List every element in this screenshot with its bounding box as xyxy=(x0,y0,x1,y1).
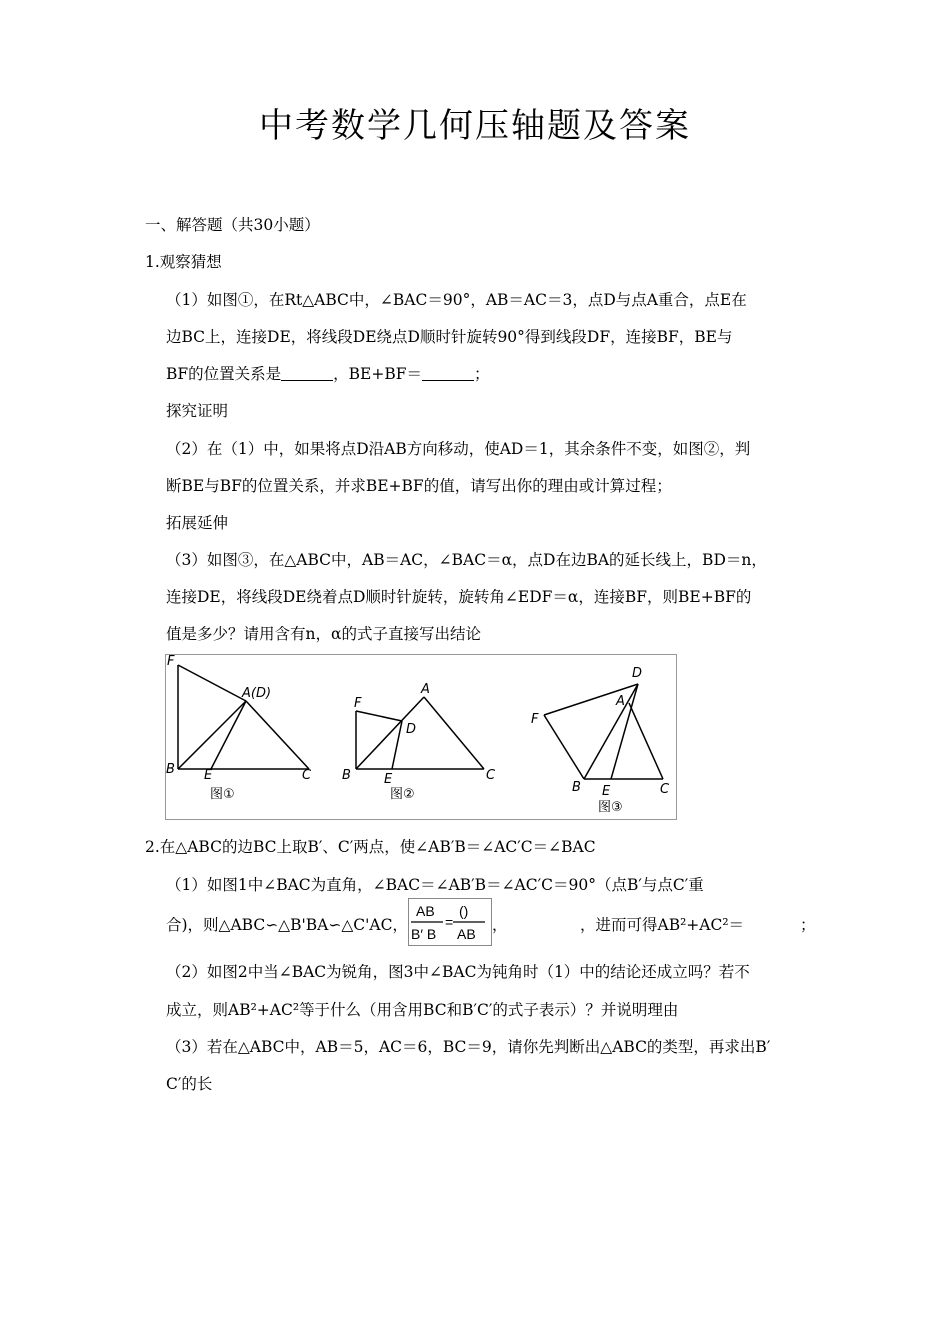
fig2-label: C xyxy=(486,768,496,783)
fig2-label: A xyxy=(421,682,430,697)
question-2-heading: 2.在△ABC的边BC上取B′、C′两点，使∠AB′B＝∠AC′C＝∠BAC xyxy=(145,838,596,856)
q1-part1-line3 xyxy=(166,362,490,384)
fig3-label: F xyxy=(531,712,539,727)
q2-part3-line1: （3）若在△ABC中，AB＝5，AC＝6，BC＝9，请你先判断出△ABC的类型，再求出B′ xyxy=(166,1038,771,1056)
figures-svg xyxy=(166,655,676,819)
figure-2 xyxy=(356,697,484,769)
fig1-caption: 图① xyxy=(210,787,235,802)
q2-part1-line1: （1）如图1中∠BAC为直角，∠BAC＝∠AB′B＝∠AC′C＝90°（点B′与点C′重 xyxy=(166,876,704,894)
fig1-label: B xyxy=(166,762,175,777)
fig3-label: A xyxy=(616,694,625,709)
fraction-denominator-right: AB xyxy=(457,926,476,942)
question-1-heading: 1.观察猜想 xyxy=(145,253,222,271)
fig2-caption: 图② xyxy=(390,787,415,802)
answer-blank-1[interactable] xyxy=(281,366,333,381)
figure-3 xyxy=(544,684,663,779)
fig1-label: E xyxy=(204,768,213,783)
q2-part1-line2-end: ， xyxy=(492,916,508,934)
fig2-segment-fd xyxy=(356,711,402,721)
fig3-caption: 图③ xyxy=(598,800,623,815)
q2-part2-line1: （2）如图2中当∠BAC为锐角，图3中∠BAC为钝角时（1）中的结论还成立吗？若不 xyxy=(166,963,750,981)
fig3-segment-ac xyxy=(629,703,663,779)
fig1-segment-ac xyxy=(246,701,309,769)
fig1-label: C xyxy=(302,768,312,783)
fraction-denominator-left: B′ B xyxy=(411,926,437,942)
fraction-numerator-left: AB xyxy=(416,903,435,919)
figure-1 xyxy=(178,665,309,769)
fig3-segment-db xyxy=(584,684,638,779)
q2-part2-line2: 成立，则AB²+AC²等于什么（用含用BC和B′C′的式子表示）？并说明理由 xyxy=(166,1001,679,1019)
fig1-label: A(D) xyxy=(242,686,272,701)
geometry-figures xyxy=(165,654,677,820)
q1-text: ； xyxy=(474,365,490,383)
page-title: 中考数学几何压轴题及答案 xyxy=(259,106,691,146)
q1-subheading-3: 拓展延伸 xyxy=(166,514,229,532)
fig1-segment-ab xyxy=(178,701,246,769)
q1-part2-line2: 断BE与BF的位置关系，并求BE+BF的值，请写出你的理由或计算过程； xyxy=(166,477,672,495)
q2-part1-line2-mid: ，进而可得AB²+AC²＝ xyxy=(580,916,745,934)
fig3-segment-fb xyxy=(544,715,584,779)
fig2-label: D xyxy=(406,722,417,737)
q2-part1-line2-semicolon: ； xyxy=(800,916,816,934)
fig1-segment-ae xyxy=(211,701,246,769)
ratio-fraction-image xyxy=(408,898,492,946)
q2-part3-line2: C′的长 xyxy=(166,1075,213,1093)
q1-part3-line3: 值是多少？请用含有n，α的式子直接写出结论 xyxy=(166,625,481,643)
fig2-label: B xyxy=(342,768,351,783)
q1-part2-line1: （2）在（1）中，如果将点D沿AB方向移动，使AD＝1，其余条件不变，如图②，判 xyxy=(166,440,751,458)
fig3-label: B xyxy=(572,780,581,795)
fig3-label: C xyxy=(660,782,670,797)
fig1-segment-fa xyxy=(178,665,246,701)
fig3-label: D xyxy=(632,666,643,681)
fig2-label: E xyxy=(384,772,393,787)
fig3-label: E xyxy=(602,784,611,799)
fig1-label: F xyxy=(167,655,175,669)
q1-part1-line2: 边BC上，连接DE，将线段DE绕点D顺时针旋转90°得到线段DF，连接BF，BE与 xyxy=(166,328,733,346)
q1-subheading-2: 探究证明 xyxy=(166,402,229,420)
answer-blank-2[interactable] xyxy=(422,366,474,381)
fig2-segment-ac xyxy=(424,697,484,769)
q1-text: BF的位置关系是 xyxy=(166,365,282,383)
q1-part3-line2: 连接DE，将线段DE绕着点D顺时针旋转，旋转角∠EDF＝α，连接BF，则BE+BF的 xyxy=(166,588,752,606)
q2-part1-line2-start: 合)，则△ABC∽△B'BA∽△C'AC， xyxy=(166,916,408,934)
q1-part1-line1: （1）如图①，在Rt△ABC中，∠BAC＝90°，AB＝AC＝3，点D与点A重合，点E在 xyxy=(166,291,747,309)
q1-text: ，BE+BF＝ xyxy=(333,365,422,383)
fraction-numerator-right: () xyxy=(459,903,469,919)
fig2-label: F xyxy=(354,696,362,711)
section-heading: 一、解答题（共30小题） xyxy=(145,216,320,234)
fig2-segment-de xyxy=(392,721,402,769)
fraction-equals: = xyxy=(445,914,454,930)
q1-part3-line1: （3）如图③，在△ABC中，AB＝AC，∠BAC＝α，点D在边BA的延长线上，BD＝n， xyxy=(166,551,767,569)
